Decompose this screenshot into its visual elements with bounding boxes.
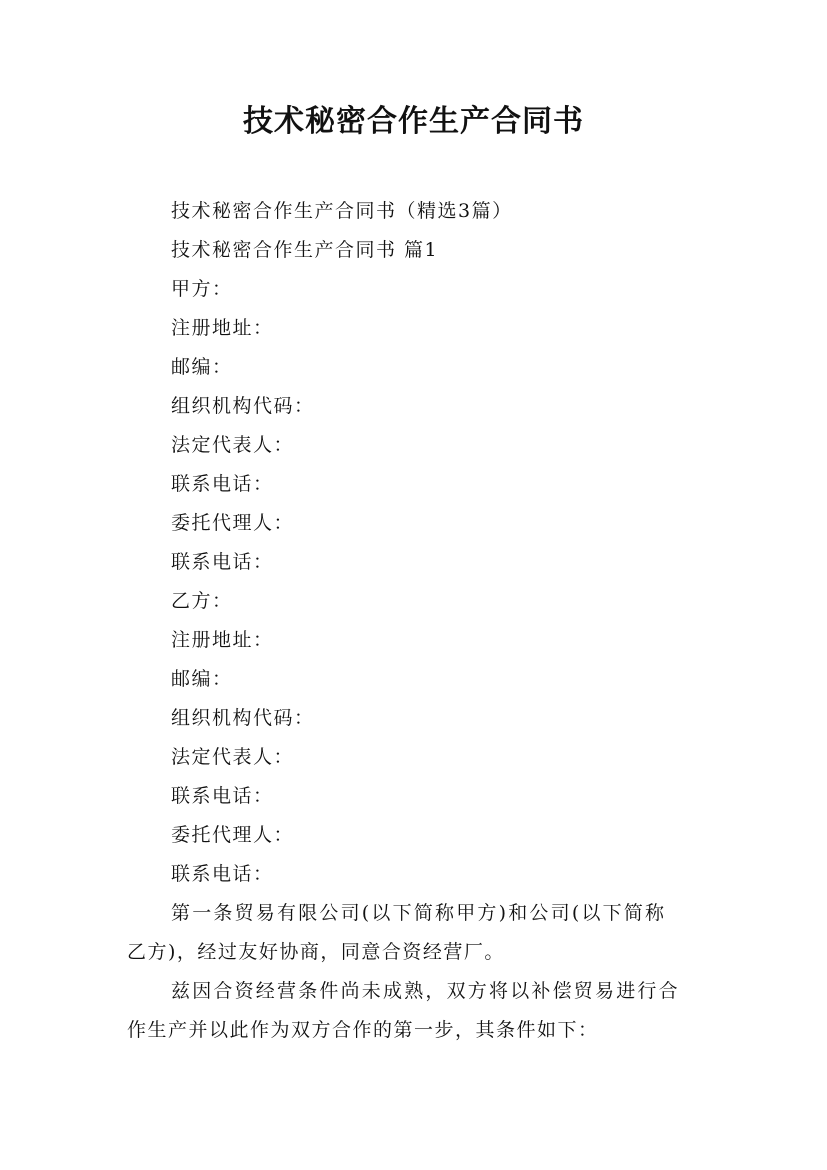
party-a-legal-rep: 法定代表人： [171, 434, 295, 456]
paragraph-1-line-1: 第一条贸易有限公司(以下简称甲方)和公司(以下简称 [171, 902, 667, 924]
party-a-postcode: 邮编： [171, 356, 233, 378]
party-a-org-code: 组织机构代码： [171, 395, 315, 417]
party-b-agent: 委托代理人： [171, 824, 295, 846]
party-a-phone: 联系电话： [171, 473, 274, 495]
paragraph-1-line-2: 乙方)，经过友好协商，同意合资经营厂。 [127, 941, 505, 963]
party-b-address: 注册地址： [171, 629, 274, 651]
party-a-address: 注册地址： [171, 317, 274, 339]
party-a-agent: 委托代理人： [171, 512, 295, 534]
party-a-agent-phone: 联系电话： [171, 551, 274, 573]
document-title: 技术秘密合作生产合同书 [243, 104, 584, 139]
party-b-agent-phone: 联系电话： [171, 863, 274, 885]
party-b-postcode: 邮编： [171, 668, 233, 690]
party-b-phone: 联系电话： [171, 785, 274, 807]
subtitle-line: 技术秘密合作生产合同书（精选3篇） [171, 200, 513, 222]
party-a-label: 甲方： [171, 278, 233, 300]
paragraph-2-line-1: 兹因合资经营条件尚未成熟，双方将以补偿贸易进行合 [171, 980, 680, 1002]
paragraph-2-line-2: 作生产并以此作为双方合作的第一步，其条件如下： [127, 1019, 599, 1041]
section-heading: 技术秘密合作生产合同书 篇1 [171, 239, 439, 261]
party-b-org-code: 组织机构代码： [171, 707, 315, 729]
party-b-legal-rep: 法定代表人： [171, 746, 295, 768]
party-b-label: 乙方： [171, 590, 233, 612]
